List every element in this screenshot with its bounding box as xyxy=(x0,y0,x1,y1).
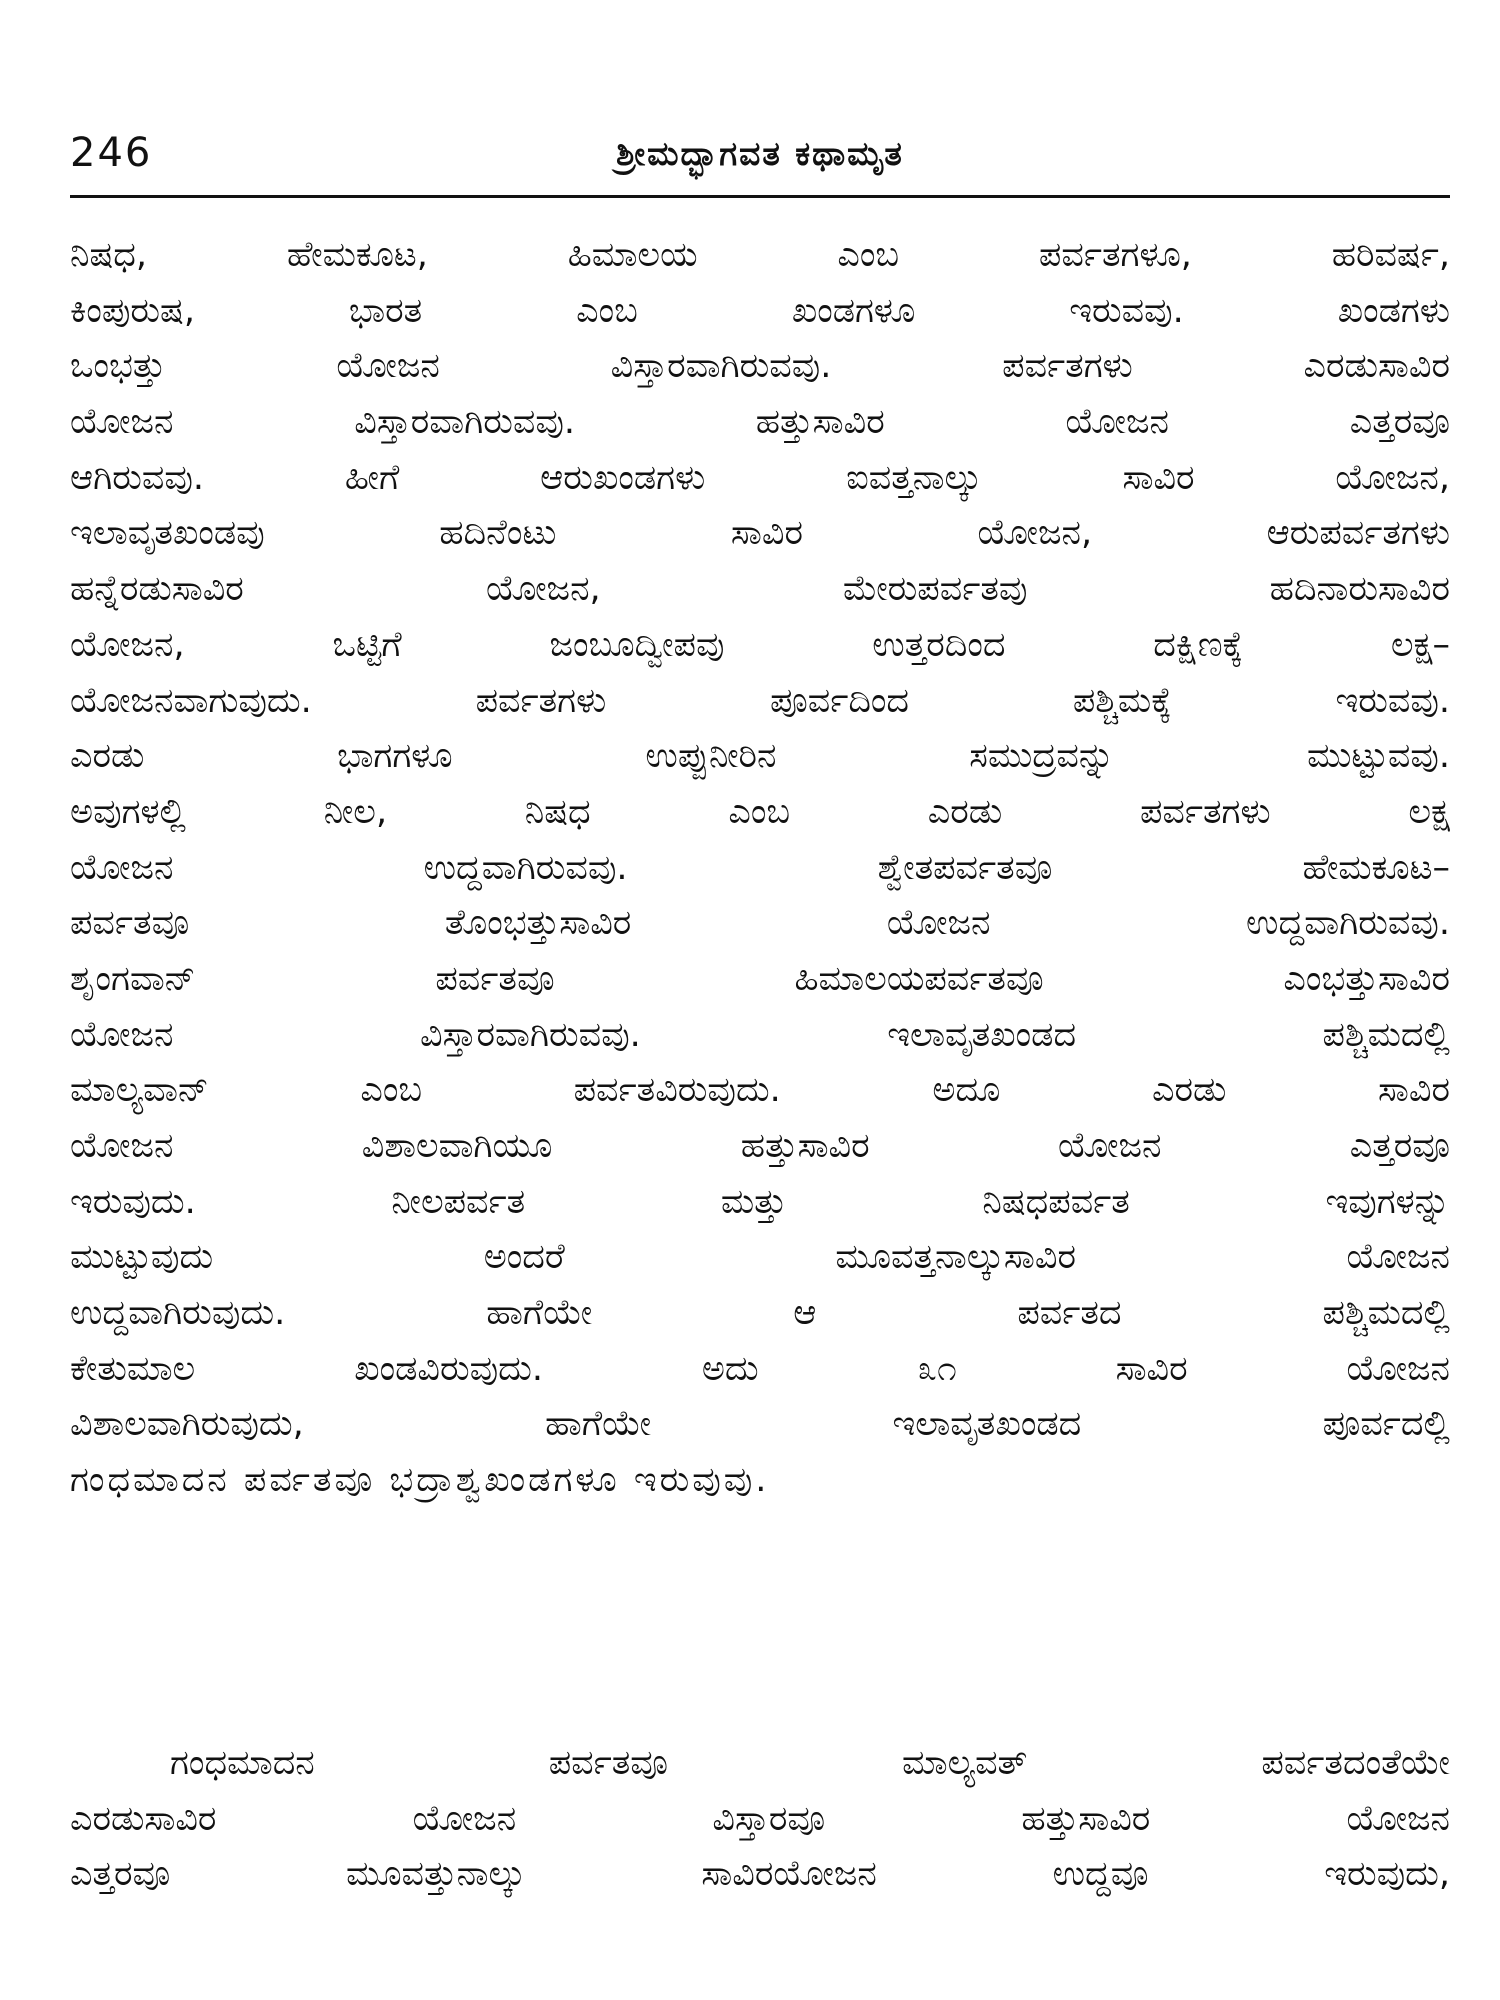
text-line: ಎರಡು ಭಾಗಗಳೂ ಉಪ್ಪುನೀರಿನ ಸಮುದ್ರವನ್ನು ಮುಟ್ಟುವವು. xyxy=(70,736,1450,777)
text-line: ಮುಟ್ಟುವುದು ಅಂದರೆ ಮೂವತ್ತನಾಲ್ಕುಸಾವಿರ ಯೋಜನ xyxy=(70,1237,1450,1278)
text-line: ಗಂಧಮಾದನ ಪರ್ವತವೂ ಮಾಲ್ಯವತ್ ಪರ್ವತದಂತೆಯೇ xyxy=(170,1743,1450,1783)
text-line: ಇಲಾವೃತಖಂಡವು ಹದಿನೆಂಟು ಸಾವಿರ ಯೋಜನ, ಆರುಪರ್ವತಗಳು xyxy=(70,513,1450,554)
text-line: ನಿಷಧ, ಹೇಮಕೂಟ, ಹಿಮಾಲಯ ಎಂಬ ಪರ್ವತಗಳೂ, ಹರಿವರ್ಷ, xyxy=(70,235,1450,275)
text-line: ಎತ್ತರವೂ ಮೂವತ್ತುನಾಲ್ಕು ಸಾವಿರಯೋಜನ ಉದ್ದವೂ ಇರುವುದು, xyxy=(70,1854,1450,1895)
text-line: ಯೋಜನ ವಿಸ್ತಾರವಾಗಿರುವವು. ಇಲಾವೃತಖಂಡದ ಪಶ್ಚಿಮದಲ್ಲಿ xyxy=(70,1014,1450,1055)
text-line: ಉದ್ದವಾಗಿರುವುದು. ಹಾಗೆಯೇ ಆ ಪರ್ವತದ ಪಶ್ಚಿಮದಲ್ಲಿ xyxy=(70,1293,1450,1334)
text-line: ಕಿಂಪುರುಷ, ಭಾರತ ಎಂಬ ಖಂಡಗಳೂ ಇರುವವು. ಖಂಡಗಳು xyxy=(70,290,1450,331)
text-line: ಯೋಜನ ವಿಶಾಲವಾಗಿಯೂ ಹತ್ತುಸಾವಿರ ಯೋಜನ ಎತ್ತರವೂ xyxy=(70,1126,1450,1166)
paragraph-1 xyxy=(70,228,1450,1509)
text-line: ಹನ್ನೆರಡುಸಾವಿರ ಯೋಜನ, ಮೇರುಪರ್ವತವು ಹದಿನಾರುಸಾವಿರ xyxy=(70,569,1450,610)
text-line: ಅವುಗಳಲ್ಲಿ ನೀಲ, ನಿಷಧ ಎಂಬ ಎರಡು ಪರ್ವತಗಳು ಲಕ್ಷ xyxy=(70,791,1450,832)
page-number: 246 xyxy=(70,130,153,176)
paragraph-2 xyxy=(70,1736,1450,1903)
text-line: ಕೇತುಮಾಲ ಖಂಡವಿರುವುದು. ಅದು ೩೧ ಸಾವಿರ ಯೋಜನ xyxy=(70,1348,1450,1389)
text-line: ಆಗಿರುವವು. ಹೀಗೆ ಆರುಖಂಡಗಳು ಐವತ್ತನಾಲ್ಕು ಸಾವಿರ ಯೋಜನ, xyxy=(70,457,1450,498)
running-title: ಶ್ರೀಮದ್ಭಾಗವತ ಕಥಾಮೃತ xyxy=(616,134,904,173)
text-line: ಯೋಜನ, ಒಟ್ಟಿಗೆ ಜಂಬೂದ್ವೀಪವು ಉತ್ತರದಿಂದ ದಕ್ಷಿಣಕ್ಕೆ ಲಕ್ಷ– xyxy=(70,624,1450,665)
text-line: ಶೃಂಗವಾನ್ ಪರ್ವತವೂ ಹಿಮಾಲಯಪರ್ವತವೂ ಎಂಭತ್ತುಸಾವಿರ xyxy=(70,958,1450,999)
text-line: ಪರ್ವತವೂ ತೊಂಭತ್ತುಸಾವಿರ ಯೋಜನ ಉದ್ದವಾಗಿರುವವು. xyxy=(70,903,1450,944)
text-line: ಮಾಲ್ಯವಾನ್ ಎಂಬ ಪರ್ವತವಿರುವುದು. ಅದೂ ಎರಡು ಸಾವಿರ xyxy=(70,1070,1450,1111)
text-line: ಒಂಭತ್ತು ಯೋಜನ ವಿಸ್ತಾರವಾಗಿರುವವು. ಪರ್ವತಗಳು ಎರಡುಸಾವಿರ xyxy=(70,346,1450,387)
text-line: ಗಂಧಮಾದನ ಪರ್ವತವೂ ಭದ್ರಾಶ್ವಖಂಡಗಳೂ ಇರುವುವು. xyxy=(70,1460,770,1501)
text-line: ಎರಡುಸಾವಿರ ಯೋಜನ ವಿಸ್ತಾರವೂ ಹತ್ತುಸಾವಿರ ಯೋಜನ xyxy=(70,1798,1450,1839)
text-line: ವಿಶಾಲವಾಗಿರುವುದು, ಹಾಗೆಯೇ ಇಲಾವೃತಖಂಡದ ಪೂರ್ವದಲ್ಲಿ xyxy=(70,1404,1450,1445)
page-header xyxy=(70,120,1450,198)
text-line: ಯೋಜನ ವಿಸ್ತಾರವಾಗಿರುವವು. ಹತ್ತುಸಾವಿರ ಯೋಜನ ಎತ್ತರವೂ xyxy=(70,402,1450,443)
text-line: ಯೋಜನವಾಗುವುದು. ಪರ್ವತಗಳು ಪೂರ್ವದಿಂದ ಪಶ್ಚಿಮಕ್ಕೆ ಇರುವವು. xyxy=(70,680,1450,721)
text-line: ಯೋಜನ ಉದ್ದವಾಗಿರುವವು. ಶ್ವೇತಪರ್ವತವೂ ಹೇಮಕೂಟ– xyxy=(70,847,1450,888)
text-line: ಇರುವುದು. ನೀಲಪರ್ವತ ಮತ್ತು ನಿಷಧಪರ್ವತ ಇವುಗಳನ್ನು xyxy=(70,1181,1450,1222)
